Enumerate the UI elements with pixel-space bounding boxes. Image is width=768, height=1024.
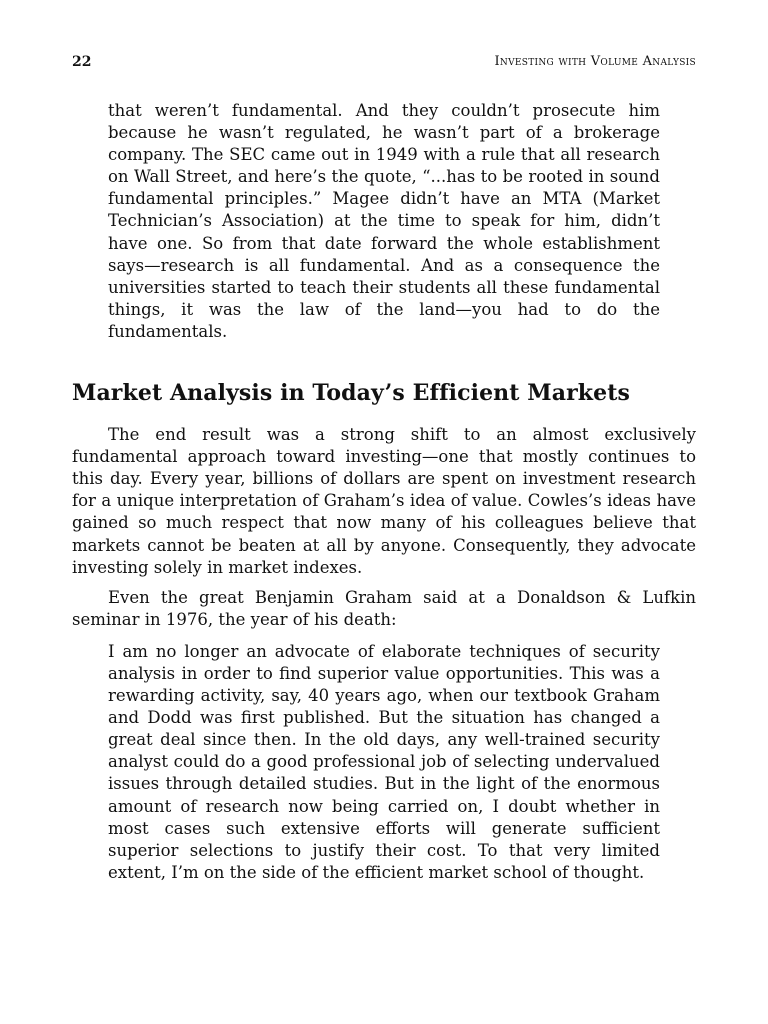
graham-quote: I am no longer an advocate of elaborate techniques of security analysis in order to find superior value opportunities. This was a rewarding activity, say, 40 years ago, when our textbook Graham and Dodd was first published. But the situation has changed a great deal since then. In the old days, any well-trained security analyst could do a good professional job of selecting undervalued issues through detailed studies. But in the light of the enormous amount of research now being carried on, I doubt whether in most cases such extensive efforts will generate sufficient superior selections to justify their cost. To that very limited extent, I’m on the side of the efficient market school of thought.: [108, 641, 660, 882]
running-head: Investing with Volume Analysis: [494, 54, 696, 69]
paragraph-2: Even the great Benjamin Graham said at a Donaldson & Lufkin seminar in 1976, the year of his death:: [72, 587, 696, 629]
section-heading: Market Analysis in Today’s Efficient Markets: [72, 380, 630, 407]
page-number: 22: [72, 54, 92, 70]
quote-continuation: that weren’t fundamental. And they couldn’t prosecute him because he wasn’t regulated, he wasn’t part of a brokerage company. The SEC came out in 1949 with a rule that all research on Wall Street, and here’s the quote, “...has to be rooted in sound fundamental principles.” Magee didn’t have an MTA (Market Technician’s Association) at the time to speak for him, didn’t have one. So from that date forward the whole establishment says—research is all fundamental. And as a consequence the universities started to teach their students all these fundamental things, it was the law of the land—you had to do the fundamentals.: [108, 101, 660, 341]
page-content: [72, 100, 696, 884]
paragraph-1: The end result was a strong shift to an almost exclusively fundamental approach toward investing—one that mostly continues to this day. Every year, billions of dollars are spent on investment research for a unique interpretation of Graham’s idea of value. Cowles’s ideas have gained so much respect that now many of his colleagues believe that markets cannot be beaten at all by anyone. Consequently, they advocate investing solely in market indexes.: [72, 425, 696, 577]
page-header: [72, 54, 696, 74]
